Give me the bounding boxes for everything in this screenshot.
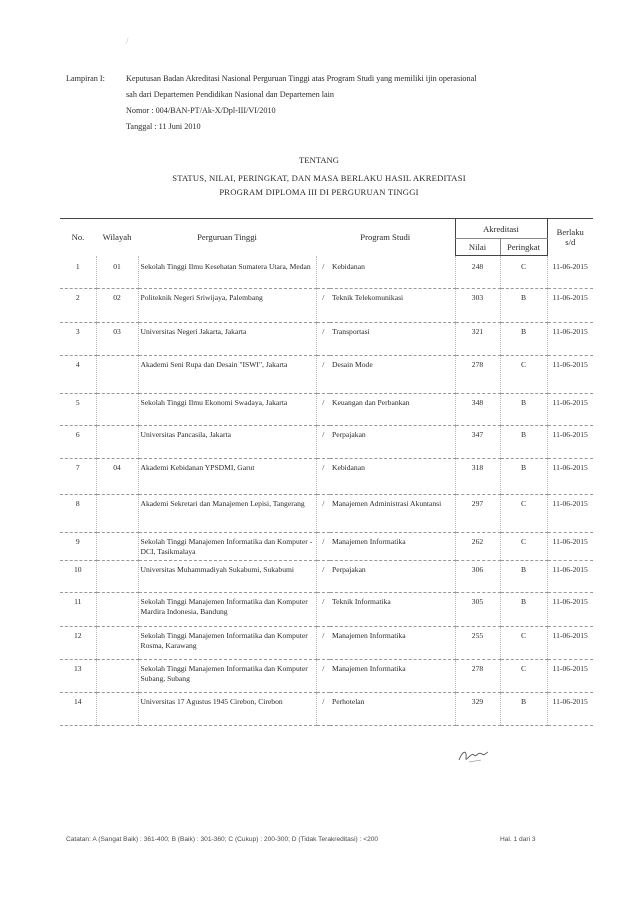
cell-wilayah (96, 660, 138, 693)
cell-nilai: 348 (455, 394, 500, 426)
cell-berlaku: 11-06-2015 (547, 394, 593, 426)
cell-program-studi: Manajemen Informatika (330, 627, 455, 660)
cell-wilayah (96, 693, 138, 726)
cell-separator: / (316, 593, 330, 627)
cell-separator: / (316, 561, 330, 593)
table-row (60, 459, 593, 495)
cell-peringkat: B (500, 593, 547, 627)
cell-no: 1 (60, 256, 96, 289)
cell-berlaku: 11-06-2015 (547, 256, 593, 289)
cell-perguruan-tinggi: Universitas Pancasila, Jakarta (138, 426, 316, 459)
header-berlaku-line1: Berlaku (556, 227, 584, 238)
cell-program-studi: Transportasi (330, 323, 455, 356)
cell-peringkat: C (500, 356, 547, 394)
lampiran-nomor: Nomor : 004/BAN-PT/Ak-X/Dpl-III/VI/2010 (126, 106, 276, 115)
cell-wilayah (96, 426, 138, 459)
cell-perguruan-tinggi: Sekolah Tinggi Manajemen Informatika dan Komputer Mardira Indonesia, Bandung (138, 593, 316, 627)
cell-separator: / (316, 495, 330, 533)
cell-berlaku: 11-06-2015 (547, 627, 593, 660)
cell-berlaku: 11-06-2015 (547, 561, 593, 593)
cell-program-studi: Manajemen Informatika (330, 660, 455, 693)
cell-nilai: 303 (455, 289, 500, 323)
cell-berlaku: 11-06-2015 (547, 693, 593, 726)
cell-nilai: 278 (455, 356, 500, 394)
cell-program-studi: Perpajakan (330, 561, 455, 593)
cell-peringkat: B (500, 693, 547, 726)
footer-page-number: Hal. 1 dari 3 (500, 836, 536, 843)
header-wilayah: Wilayah (96, 219, 138, 256)
cell-no: 11 (60, 593, 96, 627)
cell-wilayah (96, 394, 138, 426)
cell-wilayah: 04 (96, 459, 138, 495)
cell-nilai: 297 (455, 495, 500, 533)
cell-perguruan-tinggi: Universitas Muhammadiyah Sukabumi, Sukabumi (138, 561, 316, 593)
cell-program-studi: Teknik Informatika (330, 593, 455, 627)
cell-program-studi: Kebidanan (330, 459, 455, 495)
cell-perguruan-tinggi: Universitas Negeri Jakarta, Jakarta (138, 323, 316, 356)
cell-program-studi: Perhotelan (330, 693, 455, 726)
header-perguruan-tinggi: Perguruan Tinggi (138, 219, 316, 256)
cell-no: 13 (60, 660, 96, 693)
cell-separator: / (316, 533, 330, 561)
cell-nilai: 278 (455, 660, 500, 693)
cell-no: 2 (60, 289, 96, 323)
cell-berlaku: 11-06-2015 (547, 323, 593, 356)
cell-wilayah (96, 356, 138, 394)
cell-separator: / (316, 323, 330, 356)
cell-program-studi: Kebidanan (330, 256, 455, 289)
header-berlaku-line2: s/d (565, 237, 576, 248)
footer-catatan: Catatan: A (Sangat Baik) : 361-400; B (Baik) : 301-360; C (Cukup) : 200-300; D (Tidak Terakreditasi) : <200 (66, 836, 379, 843)
lampiran-line2: sah dari Departemen Pendidikan Nasional dan Departemen lain (126, 90, 335, 99)
cell-berlaku: 11-06-2015 (547, 533, 593, 561)
cell-perguruan-tinggi: Sekolah Tinggi Ilmu Kesehatan Sumatera Utara, Medan (138, 256, 316, 289)
cell-wilayah (96, 593, 138, 627)
cell-berlaku: 11-06-2015 (547, 660, 593, 693)
title-line2: PROGRAM DIPLOMA III DI PERGURUAN TINGGI (219, 187, 419, 197)
cell-peringkat: C (500, 533, 547, 561)
cell-berlaku: 11-06-2015 (547, 593, 593, 627)
cell-program-studi: Perpajakan (330, 426, 455, 459)
cell-separator: / (316, 627, 330, 660)
cell-peringkat: B (500, 426, 547, 459)
cell-separator: / (316, 394, 330, 426)
cell-peringkat: B (500, 459, 547, 495)
cell-separator: / (316, 356, 330, 394)
table-row (60, 356, 593, 394)
cell-no: 8 (60, 495, 96, 533)
table-row (60, 394, 593, 426)
cell-nilai: 305 (455, 593, 500, 627)
table-body (60, 256, 593, 726)
header-no: No. (60, 219, 96, 256)
cell-perguruan-tinggi: Sekolah Tinggi Manajemen Informatika dan Komputer - DCI, Tasikmalaya (138, 533, 316, 561)
cell-perguruan-tinggi: Sekolah Tinggi Manajemen Informatika dan Komputer Subang, Subang (138, 660, 316, 693)
cell-peringkat: C (500, 495, 547, 533)
table-row (60, 593, 593, 627)
cell-nilai: 318 (455, 459, 500, 495)
cell-wilayah (96, 561, 138, 593)
title-line1: STATUS, NILAI, PERINGKAT, DAN MASA BERLAKU HASIL AKREDITASI (172, 173, 466, 183)
cell-no: 9 (60, 533, 96, 561)
table-row (60, 627, 593, 660)
cell-no: 14 (60, 693, 96, 726)
cell-no: 4 (60, 356, 96, 394)
cell-no: 3 (60, 323, 96, 356)
header-peringkat: Peringkat (500, 239, 547, 256)
cell-separator: / (316, 693, 330, 726)
table-row (60, 256, 593, 289)
table-row (60, 323, 593, 356)
corner-mark: / (126, 36, 129, 46)
cell-no: 5 (60, 394, 96, 426)
tentang-heading: TENTANG (299, 155, 339, 165)
cell-program-studi: Keuangan dan Perbankan (330, 394, 455, 426)
table-row (60, 533, 593, 561)
table-row (60, 660, 593, 693)
cell-peringkat: B (500, 561, 547, 593)
cell-nilai: 329 (455, 693, 500, 726)
table-row (60, 561, 593, 593)
paraf-signature (455, 746, 491, 766)
cell-nilai: 255 (455, 627, 500, 660)
header-akreditasi: Akreditasi (455, 219, 547, 239)
table-row (60, 693, 593, 726)
cell-berlaku: 11-06-2015 (547, 426, 593, 459)
cell-perguruan-tinggi: Akademi Seni Rupa dan Desain "ISWI", Jakarta (138, 356, 316, 394)
cell-program-studi: Desain Mode (330, 356, 455, 394)
cell-separator: / (316, 256, 330, 289)
lampiran-tanggal: Tanggal : 11 Juni 2010 (126, 122, 201, 131)
header-berlaku (547, 219, 593, 256)
cell-peringkat: B (500, 289, 547, 323)
cell-nilai: 306 (455, 561, 500, 593)
cell-nilai: 347 (455, 426, 500, 459)
lampiran-line1: Keputusan Badan Akreditasi Nasional Perguruan Tinggi atas Program Studi yang memiliki ijin operasional (126, 74, 477, 83)
cell-perguruan-tinggi: Politeknik Negeri Sriwijaya, Palembang (138, 289, 316, 323)
cell-berlaku: 11-06-2015 (547, 289, 593, 323)
cell-wilayah (96, 627, 138, 660)
cell-perguruan-tinggi: Universitas 17 Agustus 1945 Cirebon, Cirebon (138, 693, 316, 726)
cell-perguruan-tinggi: Akademi Kebidanan YPSDMI, Garut (138, 459, 316, 495)
lampiran-block (66, 71, 586, 135)
cell-separator: / (316, 459, 330, 495)
cell-no: 6 (60, 426, 96, 459)
cell-perguruan-tinggi: Sekolah Tinggi Ilmu Ekonomi Swadaya, Jakarta (138, 394, 316, 426)
cell-wilayah: 02 (96, 289, 138, 323)
header-nilai: Nilai (455, 239, 500, 256)
cell-no: 12 (60, 627, 96, 660)
table-row (60, 495, 593, 533)
cell-perguruan-tinggi: Akademi Sekretari dan Manajemen Lepisi, Tangerang (138, 495, 316, 533)
cell-wilayah: 01 (96, 256, 138, 289)
cell-wilayah (96, 533, 138, 561)
cell-peringkat: B (500, 394, 547, 426)
cell-no: 10 (60, 561, 96, 593)
cell-peringkat: B (500, 323, 547, 356)
cell-berlaku: 11-06-2015 (547, 495, 593, 533)
cell-separator: / (316, 289, 330, 323)
cell-wilayah: 03 (96, 323, 138, 356)
cell-peringkat: C (500, 256, 547, 289)
table-row (60, 289, 593, 323)
cell-program-studi: Manajemen Administrasi Akuntansi (330, 495, 455, 533)
cell-perguruan-tinggi: Sekolah Tinggi Manajemen Informatika dan Komputer Rosma, Karawang (138, 627, 316, 660)
cell-program-studi: Manajemen Informatika (330, 533, 455, 561)
header-program-studi: Program Studi (316, 219, 455, 256)
cell-nilai: 321 (455, 323, 500, 356)
cell-nilai: 262 (455, 533, 500, 561)
cell-no: 7 (60, 459, 96, 495)
cell-berlaku: 11-06-2015 (547, 356, 593, 394)
cell-separator: / (316, 426, 330, 459)
cell-program-studi: Teknik Telekomunikasi (330, 289, 455, 323)
cell-peringkat: C (500, 660, 547, 693)
cell-peringkat: C (500, 627, 547, 660)
cell-separator: / (316, 660, 330, 693)
cell-berlaku: 11-06-2015 (547, 459, 593, 495)
lampiran-label: Lampiran I: (66, 74, 105, 83)
table-row (60, 426, 593, 459)
cell-nilai: 248 (455, 256, 500, 289)
akreditasi-table (60, 218, 593, 726)
cell-wilayah (96, 495, 138, 533)
